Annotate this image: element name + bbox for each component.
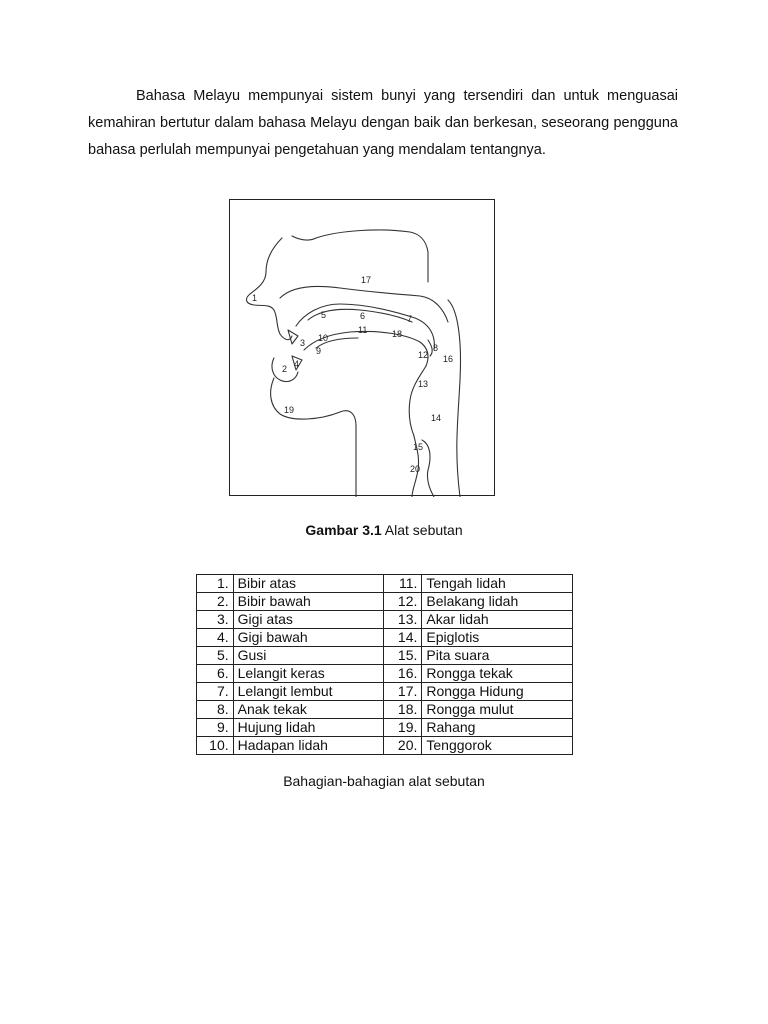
row-label-right: Tenggorok [422,737,573,755]
row-label-right: Epiglotis [422,629,573,647]
table-row [197,629,573,647]
figure-label-5: 5 [321,310,327,320]
table-row [197,665,573,683]
row-label-left: Lelangit lembut [233,683,383,701]
speech-organs-figure [229,199,495,496]
figure-caption-number: Gambar 3.1 [305,522,382,538]
figure-caption-text: Alat sebutan [381,522,463,538]
figure-label-9: 9 [316,346,322,356]
row-label-right: Rongga tekak [422,665,573,683]
row-number-left: 7. [197,683,234,701]
row-number-left: 8. [197,701,234,719]
larynx-line [422,440,434,497]
figure-caption [0,522,768,538]
row-number-left: 3. [197,611,234,629]
jaw-line [271,378,356,497]
row-number-right: 17. [383,683,422,701]
row-label-right: Rongga Hidung [422,683,573,701]
figure-label-16: 16 [443,354,454,364]
table-row [197,575,573,593]
intro-paragraph: Bahasa Melayu mempunyai sistem bunyi yang tersendiri dan untuk menguasai kemahiran bertutur dalam bahasa Melayu dengan baik dan berkesan, seseorang pengguna bahasa perlulah mempunyai pengetahuan yang mendalam tentangnya. [88,88,678,158]
row-label-right: Akar lidah [422,611,573,629]
row-number-right: 11. [383,575,422,593]
figure-label-1: 1 [252,293,258,303]
row-label-right: Belakang lidah [422,593,573,611]
row-number-right: 13. [383,611,422,629]
row-number-left: 10. [197,737,234,755]
table-row [197,593,573,611]
table-caption: Bahagian-bahagian alat sebutan [283,773,485,789]
row-label-left: Hadapan lidah [233,737,383,755]
row-label-right: Tengah lidah [422,575,573,593]
pharynx-back-wall [448,300,461,497]
figure-label-3: 3 [300,338,306,348]
row-number-left: 1. [197,575,234,593]
row-number-right: 14. [383,629,422,647]
row-number-right: 18. [383,701,422,719]
figure-label-20: 20 [410,464,421,474]
row-label-left: Gusi [233,647,383,665]
speech-organs-table-body [197,575,573,755]
row-label-left: Bibir bawah [233,593,383,611]
figure-label-17: 17 [361,275,372,285]
row-label-left: Gigi bawah [233,629,383,647]
row-label-left: Hujung lidah [233,719,383,737]
table-row [197,701,573,719]
row-label-left: Bibir atas [233,575,383,593]
table-row [197,611,573,629]
table-row [197,719,573,737]
figure-label-15: 15 [413,442,424,452]
figure-label-13: 13 [418,379,429,389]
row-number-right: 16. [383,665,422,683]
speech-organs-diagram [230,200,496,497]
table-row [197,647,573,665]
figure-label-12: 12 [418,350,429,360]
row-number-left: 9. [197,719,234,737]
row-number-right: 12. [383,593,422,611]
row-number-left: 4. [197,629,234,647]
row-label-right: Pita suara [422,647,573,665]
figure-label-11: 11 [358,325,368,335]
row-number-left: 2. [197,593,234,611]
nasal-cavity-outline [292,230,428,282]
row-label-right: Rahang [422,719,573,737]
row-number-right: 19. [383,719,422,737]
tongue-root-line [409,366,429,436]
speech-organs-table [196,574,573,755]
figure-label-2: 2 [282,364,288,374]
table-row [197,737,573,755]
figure-label-10: 10 [318,333,329,343]
row-number-right: 20. [383,737,422,755]
figure-label-18: 18 [392,329,403,339]
row-label-left: Anak tekak [233,701,383,719]
row-number-right: 15. [383,647,422,665]
figure-label-6: 6 [360,311,366,321]
uvula-line [428,340,432,356]
face-profile-line [247,238,292,340]
figure-label-14: 14 [431,413,442,423]
row-number-left: 5. [197,647,234,665]
row-number-left: 6. [197,665,234,683]
table-row [197,683,573,701]
figure-label-7: 7 [407,314,413,324]
figure-label-4: 4 [294,359,300,369]
figure-label-19: 19 [284,405,295,415]
upper-teeth-shape [288,330,298,344]
row-label-left: Lelangit keras [233,665,383,683]
row-label-left: Gigi atas [233,611,383,629]
figure-label-8: 8 [433,343,439,353]
row-label-right: Rongga mulut [422,701,573,719]
